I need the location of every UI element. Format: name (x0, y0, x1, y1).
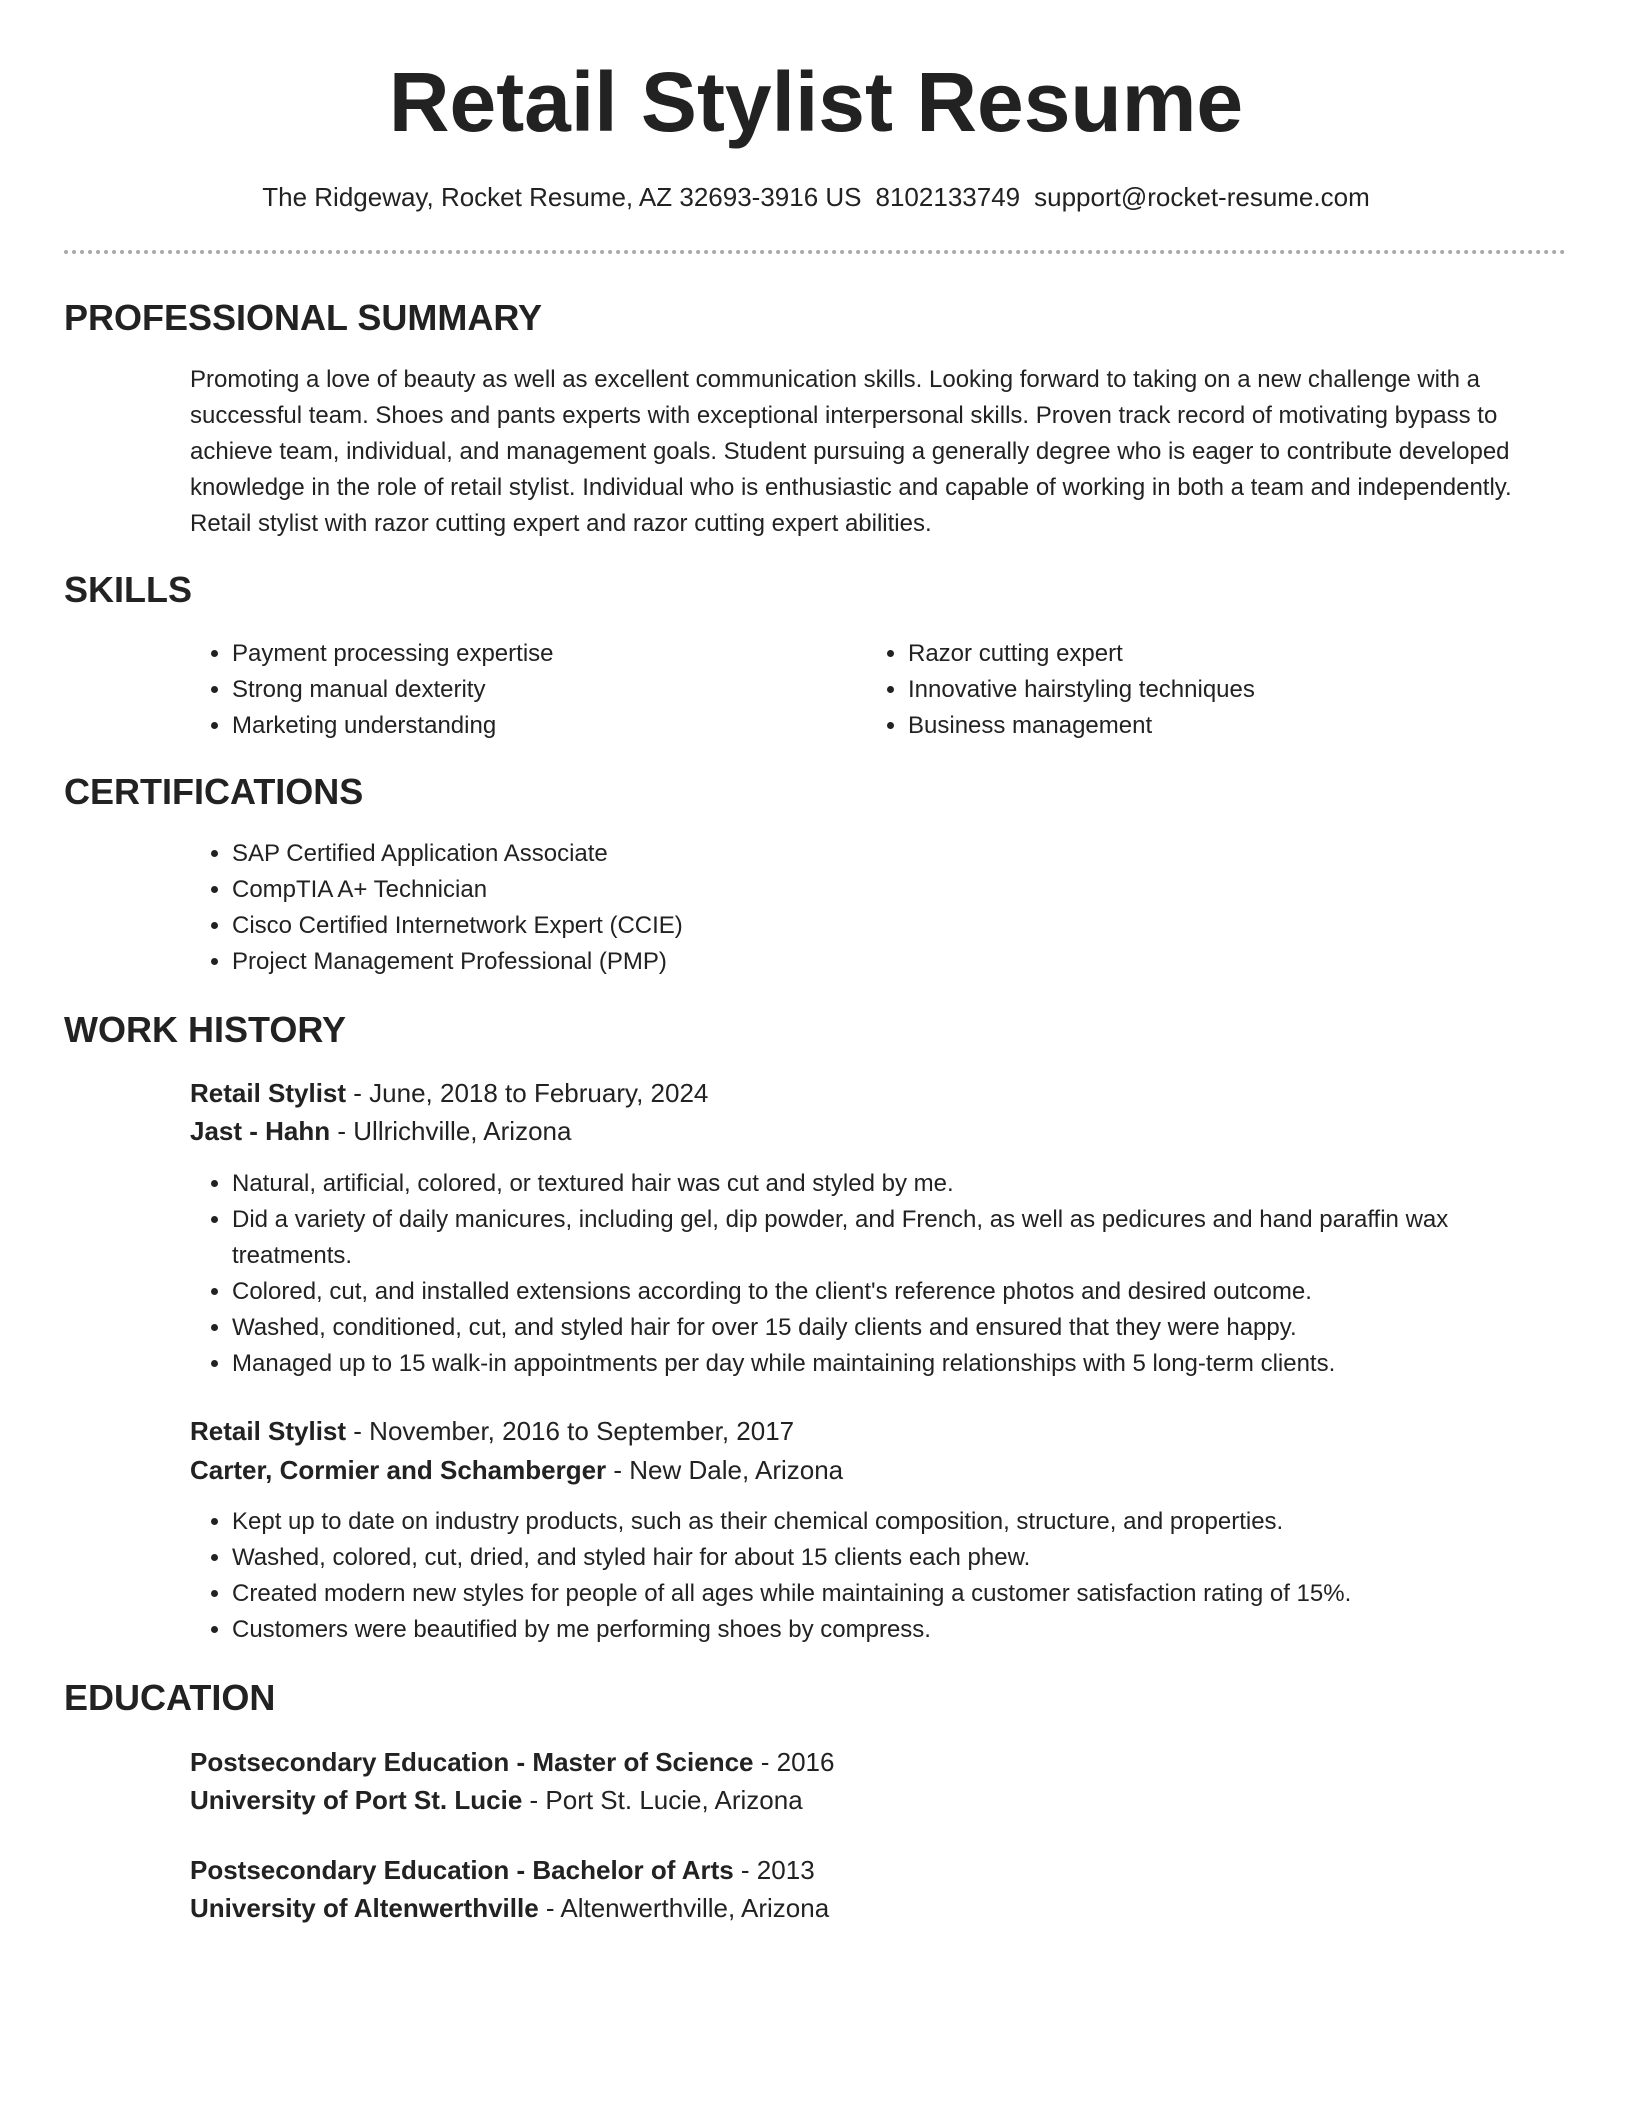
education-year: - 2016 (753, 1747, 835, 1777)
skills-list-left (188, 636, 832, 744)
work-history-heading: WORK HISTORY (64, 1009, 347, 1050)
job-bullet: • Managed up to 15 walk-in appointments per day while maintaining relationships with 5 long-term clients. (232, 1346, 1572, 1382)
skill-item: • Business management (908, 708, 1588, 744)
job-dates: - June, 2018 to February, 2024 (346, 1078, 709, 1108)
job-bullet: • Natural, artificial, colored, or textured hair was cut and styled by me. (232, 1166, 1572, 1202)
education-degree-line (190, 1851, 815, 1889)
job-role: Retail Stylist (190, 1078, 347, 1108)
job-bullet: • Created modern new styles for people of all ages while maintaining a customer satisfaction rating of 15%. (232, 1576, 1572, 1612)
education-year: - 2013 (733, 1855, 815, 1885)
job-dates: - November, 2016 to September, 2017 (346, 1416, 795, 1446)
job-company: Carter, Cormier and Schamberger (190, 1455, 607, 1485)
skill-item: • Innovative hairstyling techniques (908, 672, 1588, 708)
education-school-line (190, 1781, 803, 1819)
job-bullets (188, 1166, 1572, 1382)
job-title-line (190, 1074, 708, 1112)
job-location: - New Dale, Arizona (606, 1455, 844, 1485)
skill-item: • Payment processing expertise (232, 636, 832, 672)
resume-title: Retail Stylist Resume (388, 55, 1244, 149)
job-bullet: • Washed, conditioned, cut, and styled hair for over 15 daily clients and ensured that they were happy. (232, 1310, 1572, 1346)
education-degree: Postsecondary Education - Master of Science (190, 1747, 754, 1777)
contact-email: support@rocket-resume.com (1034, 182, 1370, 212)
job-company: Jast - Hahn (190, 1116, 331, 1146)
certification-item: • CompTIA A+ Technician (232, 872, 1592, 908)
job-bullet: • Kept up to date on industry products, such as their chemical composition, structure, and properties. (232, 1504, 1572, 1540)
job-company-line (190, 1451, 843, 1489)
education-degree: Postsecondary Education - Bachelor of Arts (190, 1855, 734, 1885)
contact-phone: 8102133749 (875, 182, 1021, 212)
job-bullet: • Colored, cut, and installed extensions according to the client's reference photos and desired outcome. (232, 1274, 1572, 1310)
certification-item: • Project Management Professional (PMP) (232, 944, 1592, 980)
job-company-line (190, 1112, 571, 1150)
education-degree-line (190, 1743, 834, 1781)
education-school-line (190, 1889, 829, 1927)
skill-item: • Razor cutting expert (908, 636, 1588, 672)
job-bullet: • Washed, colored, cut, dried, and styled hair for about 15 clients each phew. (232, 1540, 1572, 1576)
certification-item: • SAP Certified Application Associate (232, 836, 1592, 872)
skill-item: • Strong manual dexterity (232, 672, 832, 708)
job-bullets (188, 1504, 1572, 1648)
summary-heading: PROFESSIONAL SUMMARY (64, 297, 543, 338)
job-role: Retail Stylist (190, 1416, 347, 1446)
job-location: - Ullrichville, Arizona (330, 1116, 572, 1146)
contact-address: The Ridgeway, Rocket Resume, AZ 32693-3916 US (262, 182, 862, 212)
education-location: - Port St. Lucie, Arizona (522, 1785, 803, 1815)
summary-text: Promoting a love of beauty as well as excellent communication skills. Looking forward to taking on a new challenge with a successful team. Shoes and pants experts with exceptional interpersonal skills. Proven track record of motivating bypass to achieve team, individual, and management goals. Student pursuing a generally degree who is eager to contribute developed knowledge in the role of retail stylist. Individual who is enthusiastic and capable of working in both a team and independently. Retail stylist with razor cutting expert and razor cutting expert abilities. (190, 366, 1512, 537)
skills-heading: SKILLS (64, 569, 193, 610)
skills-list-right (864, 636, 1588, 744)
education-school: University of Altenwerthville (190, 1893, 539, 1923)
education-school: University of Port St. Lucie (190, 1785, 523, 1815)
job-bullet: • Customers were beautified by me performing shoes by compress. (232, 1612, 1572, 1648)
certifications-heading: CERTIFICATIONS (64, 771, 364, 812)
job-bullet: • Did a variety of daily manicures, including gel, dip powder, and French, as well as pedicures and hand paraffin wax treatments. (232, 1202, 1572, 1274)
job-title-line (190, 1412, 794, 1450)
skill-item: • Marketing understanding (232, 708, 832, 744)
education-heading: EDUCATION (64, 1677, 276, 1718)
certification-item: • Cisco Certified Internetwork Expert (CCIE) (232, 908, 1592, 944)
education-location: - Altenwerthville, Arizona (538, 1893, 830, 1923)
header-divider (64, 250, 1566, 254)
contact-line (0, 180, 1632, 214)
certifications-list (188, 836, 1592, 980)
